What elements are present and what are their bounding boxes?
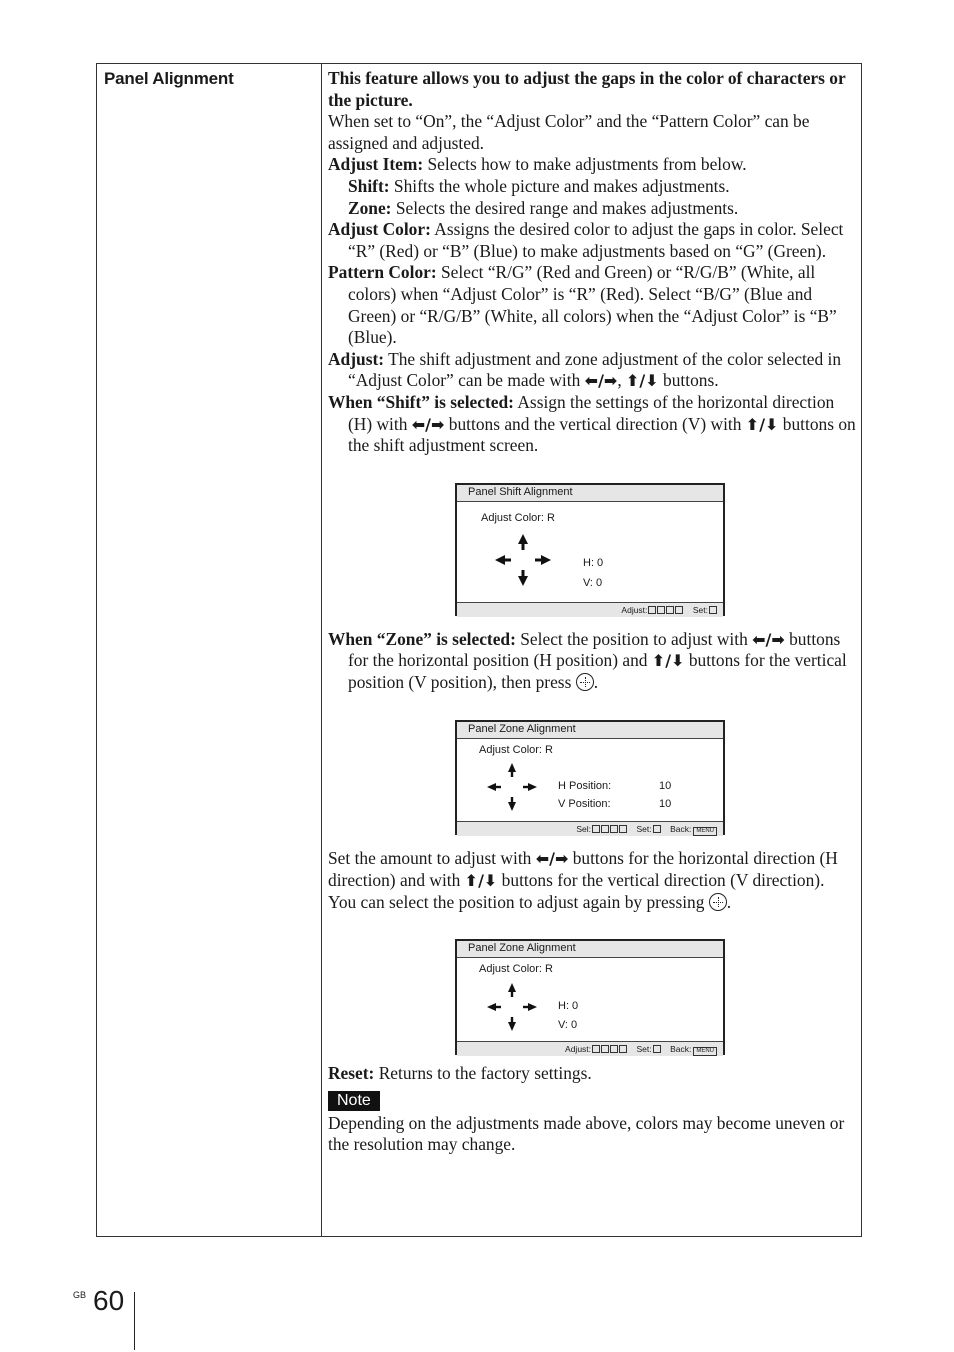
h-value: H: 0	[583, 556, 604, 569]
setting-description	[328, 68, 856, 1156]
when-shift-selected: When “Shift” is selected: Assign the settings of the horizontal direction (H) with ⬅/➡ buttons and the vertical direction (V) with ⬆/⬇ buttons on the shift adjustment screen.	[328, 391, 856, 456]
v-value: V: 0	[558, 1019, 578, 1032]
note-label: Note	[328, 1091, 380, 1111]
direction-pad-icon	[495, 534, 551, 586]
shift-option: Shift: Shifts the whole picture and makes adjustments.	[348, 175, 730, 196]
panel-shift-alignment-screen	[455, 483, 725, 616]
reset: Reset: Returns to the factory settings.	[328, 1063, 592, 1084]
panel-zone-alignment-hv-screen	[455, 939, 725, 1055]
adjust-item: Adjust Item: Selects how to make adjustments from below.	[328, 154, 747, 175]
page-region-label: GB	[73, 1290, 87, 1300]
left-right-arrows-icon: ⬅/➡	[411, 414, 445, 434]
page-rule	[134, 1292, 135, 1350]
v-position-label: V Position:	[558, 798, 611, 811]
h-position-label: H Position:	[558, 780, 612, 793]
adjust-color-value: Adjust Color: R	[481, 511, 555, 524]
intro-text: When set to “On”, the “Adjust Color” and the “Pattern Color” can be assigned and adjusted.	[328, 111, 810, 153]
adjust-color-value: Adjust Color: R	[479, 963, 553, 976]
screen-title: Panel Shift Alignment	[457, 485, 723, 502]
set-amount-text: Set the amount to adjust with ⬅/➡ buttons for the horizontal direction (H direction) and with ⬆/⬇ buttons for the vertical direction (V direction). You can select the position to adjust again by pressing .	[328, 848, 838, 912]
h-position-value: 10	[659, 780, 672, 793]
h-value: H: 0	[558, 1000, 579, 1013]
up-down-arrows-icon: ⬆/⬇	[464, 871, 498, 891]
up-down-arrows-icon: ⬆/⬇	[745, 414, 779, 434]
intro-bold: This feature allows you to adjust the gaps in the color of characters or the picture.	[328, 68, 846, 110]
enter-button-icon	[709, 893, 727, 911]
note-text: Depending on the adjustments made above, colors may become uneven or the resolution may change.	[328, 1112, 845, 1155]
when-zone-selected: When “Zone” is selected: Select the position to adjust with ⬅/➡ buttons for the horizontal position (H position) and ⬆/⬇ buttons for the vertical position (V position), then press .	[328, 628, 847, 692]
column-divider	[321, 64, 322, 1236]
up-down-arrows-icon: ⬆/⬇	[651, 651, 685, 671]
v-position-value: 10	[659, 798, 672, 811]
v-value: V: 0	[583, 576, 603, 589]
adjust-color-value: Adjust Color: R	[479, 744, 553, 757]
direction-pad-icon	[487, 983, 537, 1031]
page-number: 60	[93, 1285, 125, 1316]
pattern-color: Pattern Color: Select “R/G” (Red and Green) or “R/G/B” (White, all colors) when “Adjust Color” is “R” (Red). Select “B/G” (Blue and Green) or “R/G/B” (White, all colors) when the “Adjust Color” is “B” (Blue).	[328, 262, 837, 348]
direction-pad-icon	[487, 763, 537, 811]
screen-title: Panel Zone Alignment	[457, 722, 723, 739]
screen-title: Panel Zone Alignment	[457, 941, 723, 958]
left-right-arrows-icon: ⬅/➡	[584, 371, 618, 391]
adjust-color: Adjust Color: Assigns the desired color to adjust the gaps in color. Select “R” (Red) or “B” (Blue) to make adjustments based on “G” (Green).	[328, 219, 844, 261]
setting-name: Panel Alignment	[104, 69, 234, 88]
left-right-arrows-icon: ⬅/➡	[752, 629, 785, 649]
adjust: Adjust: The shift adjustment and zone adjustment of the color selected in “Adjust Color” can be made with ⬅/➡, ⬆/⬇ buttons.	[328, 348, 842, 391]
settings-table	[96, 63, 862, 1237]
left-right-arrows-icon: ⬅/➡	[535, 849, 569, 869]
up-down-arrows-icon: ⬆/⬇	[626, 371, 659, 391]
enter-button-icon	[576, 673, 594, 691]
zone-option: Zone: Selects the desired range and makes adjustments.	[348, 197, 739, 218]
screen-footer: Adjust: Set: Back: MENU	[457, 1041, 723, 1056]
panel-zone-alignment-screen	[455, 720, 725, 835]
screen-footer: Adjust: Set:	[457, 602, 723, 617]
screen-footer: Sel: Set: Back: MENU	[457, 821, 723, 836]
